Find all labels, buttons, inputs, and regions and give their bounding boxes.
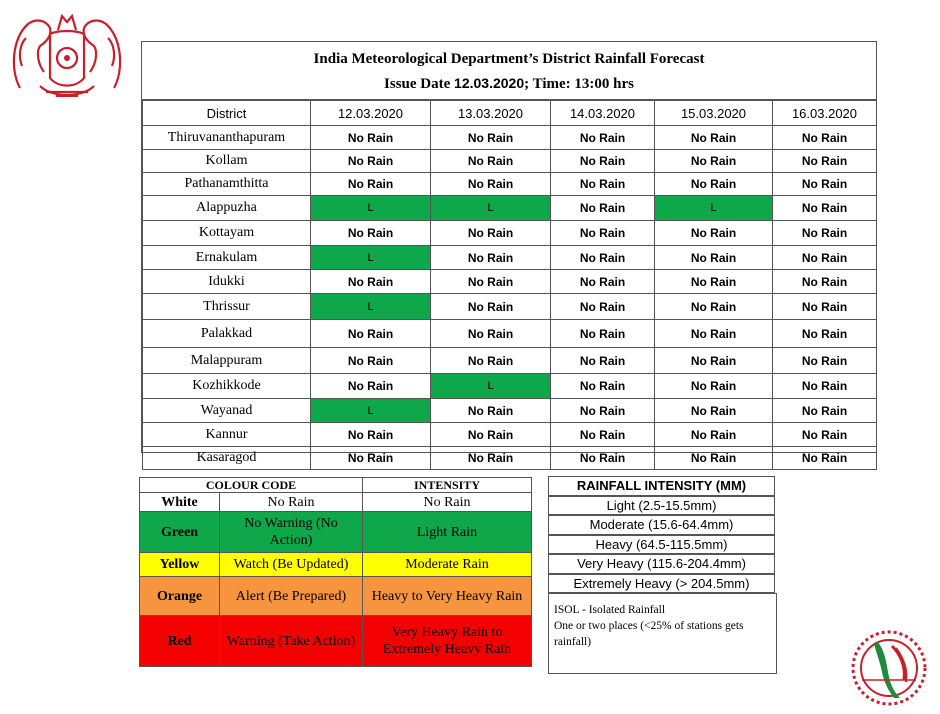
- column-header-date: 15.03.2020: [655, 101, 773, 126]
- column-header-date: 13.03.2020: [431, 101, 551, 126]
- forecast-cell: No Rain: [655, 447, 773, 470]
- forecast-cell: No Rain: [655, 246, 773, 270]
- intensity-header: INTENSITY: [363, 478, 532, 493]
- forecast-header-row: [143, 101, 877, 126]
- district-name: Kasaragod: [143, 447, 311, 470]
- forecast-cell: No Rain: [773, 246, 877, 270]
- intensity-heavy: Heavy (64.5-115.5mm): [548, 535, 775, 555]
- forecast-cell: L: [311, 196, 431, 221]
- colour-row-white: [140, 493, 532, 512]
- colour-code-name: White: [140, 493, 220, 512]
- column-header-date: 16.03.2020: [773, 101, 877, 126]
- colour-code-intensity: Very Heavy Rain to Extremely Heavy Rain: [363, 616, 532, 667]
- district-name: Kozhikkode: [143, 374, 311, 399]
- ksdma-logo: [848, 628, 930, 708]
- forecast-cell: No Rain: [773, 320, 877, 348]
- district-name: Kollam: [143, 150, 311, 173]
- forecast-cell: No Rain: [655, 270, 773, 294]
- forecast-cell: No Rain: [551, 126, 655, 150]
- forecast-cell: No Rain: [311, 221, 431, 246]
- forecast-cell: No Rain: [551, 320, 655, 348]
- forecast-cell: L: [431, 196, 551, 221]
- district-name: Kannur: [143, 423, 311, 447]
- forecast-cell: No Rain: [311, 126, 431, 150]
- forecast-row: [143, 126, 877, 150]
- colour-code-header: COLOUR CODE: [140, 478, 363, 493]
- forecast-cell: No Rain: [431, 294, 551, 320]
- forecast-cell: No Rain: [311, 447, 431, 470]
- forecast-row: [143, 294, 877, 320]
- district-name: Malappuram: [143, 348, 311, 374]
- district-name: Thrissur: [143, 294, 311, 320]
- forecast-cell: No Rain: [431, 320, 551, 348]
- forecast-row: [143, 320, 877, 348]
- colour-code-meaning: Warning (Take Action): [220, 616, 363, 667]
- forecast-cell: No Rain: [311, 348, 431, 374]
- forecast-cell: No Rain: [655, 320, 773, 348]
- colour-code-intensity: Light Rain: [363, 512, 532, 553]
- forecast-cell: No Rain: [551, 294, 655, 320]
- colour-code-meaning: No Warning (No Action): [220, 512, 363, 553]
- forecast-cell: No Rain: [655, 399, 773, 423]
- district-name: Thiruvananthapuram: [143, 126, 311, 150]
- forecast-cell: No Rain: [551, 196, 655, 221]
- rainfall-intensity-title: RAINFALL INTENSITY (MM): [548, 476, 775, 496]
- colour-code-intensity: Moderate Rain: [363, 553, 532, 577]
- intensity-moderate: Moderate (15.6-64.4mm): [548, 515, 775, 535]
- issue-date-label: Issue Date: [384, 76, 451, 92]
- issue-time: ; Time: 13:00 hrs: [524, 76, 634, 92]
- forecast-cell: No Rain: [773, 423, 877, 447]
- forecast-row: [143, 173, 877, 196]
- forecast-cell: No Rain: [551, 150, 655, 173]
- forecast-cell: No Rain: [773, 294, 877, 320]
- forecast-cell: No Rain: [431, 348, 551, 374]
- forecast-cell: No Rain: [773, 150, 877, 173]
- forecast-cell: No Rain: [551, 270, 655, 294]
- forecast-cell: No Rain: [431, 126, 551, 150]
- forecast-cell: No Rain: [551, 173, 655, 196]
- colour-row-green: [140, 512, 532, 553]
- district-name: Alappuzha: [143, 196, 311, 221]
- district-name: Pathanamthitta: [143, 173, 311, 196]
- district-name: Wayanad: [143, 399, 311, 423]
- forecast-cell: No Rain: [655, 348, 773, 374]
- forecast-cell: No Rain: [551, 423, 655, 447]
- forecast-cell: No Rain: [655, 294, 773, 320]
- colour-row-orange: [140, 577, 532, 616]
- forecast-cell: L: [311, 246, 431, 270]
- forecast-row: [143, 374, 877, 399]
- forecast-header: [142, 42, 876, 100]
- forecast-cell: No Rain: [655, 221, 773, 246]
- forecast-row: [143, 447, 877, 470]
- district-name: Idukki: [143, 270, 311, 294]
- forecast-cell: No Rain: [431, 150, 551, 173]
- isol-definition: ISOL - Isolated Rainfall: [554, 604, 666, 616]
- forecast-cell: No Rain: [431, 423, 551, 447]
- forecast-cell: No Rain: [773, 399, 877, 423]
- colour-row-red: [140, 616, 532, 667]
- forecast-cell: L: [431, 374, 551, 399]
- forecast-cell: No Rain: [655, 173, 773, 196]
- colour-code-name: Yellow: [140, 553, 220, 577]
- colour-code-meaning: Watch (Be Updated): [220, 553, 363, 577]
- forecast-cell: L: [655, 196, 773, 221]
- colour-code-name: Green: [140, 512, 220, 553]
- forecast-cell: No Rain: [431, 270, 551, 294]
- colour-code-intensity: No Rain: [363, 493, 532, 512]
- forecast-cell: No Rain: [431, 399, 551, 423]
- forecast-cell: No Rain: [431, 173, 551, 196]
- forecast-cell: L: [311, 294, 431, 320]
- colour-code-header-row: [140, 478, 532, 493]
- isol-note: [548, 593, 777, 674]
- issue-date-line: [142, 75, 876, 93]
- forecast-cell: No Rain: [431, 447, 551, 470]
- column-header-date: 14.03.2020: [551, 101, 655, 126]
- forecast-cell: No Rain: [655, 374, 773, 399]
- forecast-cell: No Rain: [311, 173, 431, 196]
- colour-code-name: Red: [140, 616, 220, 667]
- forecast-cell: No Rain: [311, 423, 431, 447]
- district-name: Palakkad: [143, 320, 311, 348]
- colour-code-meaning: No Rain: [220, 493, 363, 512]
- forecast-cell: L: [311, 399, 431, 423]
- forecast-cell: No Rain: [311, 320, 431, 348]
- column-header-district: District: [143, 101, 311, 126]
- forecast-cell: No Rain: [551, 374, 655, 399]
- isol-description: One or two places (<25% of stations gets rainfall): [554, 620, 744, 648]
- forecast-cell: No Rain: [773, 196, 877, 221]
- forecast-cell: No Rain: [431, 246, 551, 270]
- issue-date-value: 12.03.2020: [454, 75, 525, 91]
- forecast-cell: No Rain: [773, 126, 877, 150]
- forecast-cell: No Rain: [773, 221, 877, 246]
- forecast-row: [143, 246, 877, 270]
- forecast-row: [143, 270, 877, 294]
- forecast-cell: No Rain: [551, 447, 655, 470]
- forecast-row: [143, 399, 877, 423]
- forecast-cell: No Rain: [773, 173, 877, 196]
- kerala-emblem-logo: [6, 8, 128, 106]
- forecast-cell: No Rain: [311, 374, 431, 399]
- colour-code-name: Orange: [140, 577, 220, 616]
- rainfall-intensity-legend: [548, 476, 775, 593]
- forecast-cell: No Rain: [431, 221, 551, 246]
- forecast-cell: No Rain: [311, 270, 431, 294]
- forecast-row: [143, 348, 877, 374]
- forecast-row: [143, 150, 877, 173]
- district-name: Ernakulam: [143, 246, 311, 270]
- forecast-cell: No Rain: [551, 246, 655, 270]
- forecast-row: [143, 196, 877, 221]
- forecast-table: [142, 100, 877, 470]
- forecast-cell: No Rain: [655, 423, 773, 447]
- forecast-cell: No Rain: [773, 270, 877, 294]
- forecast-cell: No Rain: [551, 221, 655, 246]
- colour-code-intensity: Heavy to Very Heavy Rain: [363, 577, 532, 616]
- forecast-cell: No Rain: [551, 399, 655, 423]
- forecast-cell: No Rain: [773, 374, 877, 399]
- forecast-row: [143, 423, 877, 447]
- forecast-cell: No Rain: [773, 447, 877, 470]
- column-header-date: 12.03.2020: [311, 101, 431, 126]
- district-forecast-panel: [141, 41, 877, 465]
- forecast-cell: No Rain: [655, 126, 773, 150]
- forecast-cell: No Rain: [655, 150, 773, 173]
- colour-code-table: [139, 477, 532, 667]
- forecast-cell: No Rain: [551, 348, 655, 374]
- intensity-light: Light (2.5-15.5mm): [548, 496, 775, 516]
- colour-code-meaning: Alert (Be Prepared): [220, 577, 363, 616]
- intensity-very-heavy: Very Heavy (115.6-204.4mm): [548, 554, 775, 574]
- forecast-title: India Meteorological Department’s District Rainfall Forecast: [313, 51, 705, 67]
- forecast-row: [143, 221, 877, 246]
- forecast-cell: No Rain: [773, 348, 877, 374]
- forecast-cell: No Rain: [311, 150, 431, 173]
- colour-row-yellow: [140, 553, 532, 577]
- intensity-extremely-heavy: Extremely Heavy (> 204.5mm): [548, 574, 775, 594]
- district-name: Kottayam: [143, 221, 311, 246]
